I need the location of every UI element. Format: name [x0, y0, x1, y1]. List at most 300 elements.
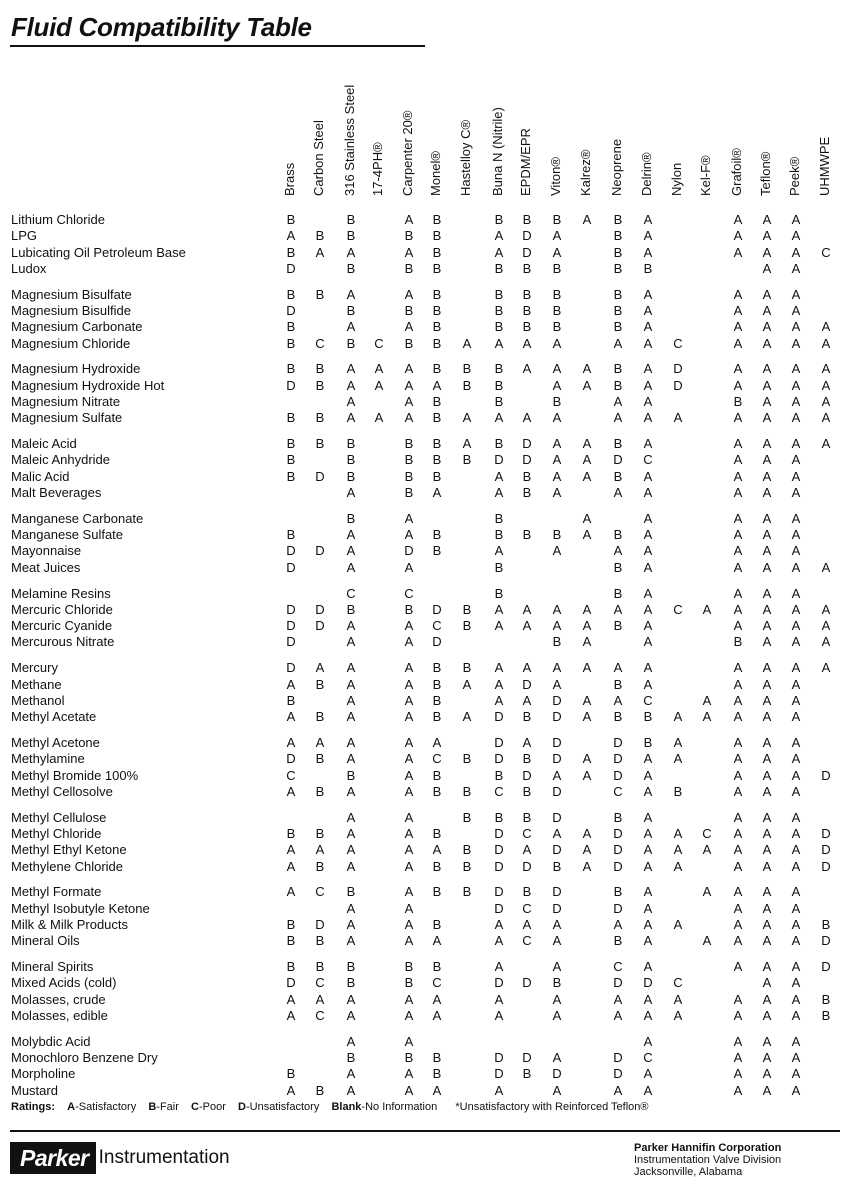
rating-cell: B: [613, 933, 623, 949]
fluid-name: Methyl Acetate: [11, 709, 97, 725]
rating-cell: A: [346, 377, 356, 393]
rating-cell: B: [315, 228, 325, 244]
rating-cell: D: [552, 1066, 562, 1082]
rating-cell: B: [432, 676, 442, 692]
rating-cell: A: [821, 634, 831, 650]
parker-logo: [10, 1142, 230, 1174]
rating-cell: A: [432, 1007, 442, 1023]
rating-cell: A: [762, 452, 772, 468]
rating-cell: C: [613, 959, 623, 974]
rating-cell: B: [432, 361, 442, 377]
rating-cell: D: [613, 767, 623, 783]
rating-cell: A: [522, 660, 532, 676]
rating-cell: A: [494, 618, 504, 634]
rating-cell: D: [613, 734, 623, 750]
rating-cell: D: [494, 975, 504, 991]
rating-cell: D: [494, 709, 504, 725]
rating-cell: A: [404, 361, 414, 377]
rating-cell: B: [522, 1066, 532, 1082]
company-info: [634, 1142, 781, 1178]
rating-cell: D: [821, 825, 831, 841]
rating-cell: A: [346, 543, 356, 559]
rating-cell: B: [432, 692, 442, 708]
rating-cell: A: [762, 394, 772, 409]
rating-cell: B: [552, 212, 562, 227]
rating-cell: A: [404, 842, 414, 858]
rating-cell: D: [552, 734, 562, 750]
rating-cell: A: [404, 751, 414, 767]
rating-cell: A: [404, 212, 414, 227]
rating-cell: A: [762, 991, 772, 1007]
rating-cell: A: [404, 734, 414, 750]
rating-cell: B: [432, 394, 442, 409]
rating-cell: B: [733, 394, 743, 409]
rating-cell: A: [762, 244, 772, 260]
rating-cell: B: [286, 452, 296, 468]
rating-cell: B: [494, 286, 504, 302]
rating-cell: A: [643, 916, 653, 932]
page-title: Fluid Compatibility Table: [11, 12, 312, 42]
rating-cell: A: [673, 825, 683, 841]
rating-cell: D: [613, 452, 623, 468]
rating-cell: B: [286, 244, 296, 260]
rating-cell: A: [404, 1066, 414, 1082]
rating-cell: B: [432, 410, 442, 426]
rating-cell: B: [821, 916, 831, 932]
rating-cell: A: [791, 452, 801, 468]
rating-cell: B: [315, 751, 325, 767]
rating-cell: A: [643, 244, 653, 260]
rating-cell: A: [346, 709, 356, 725]
column-header-label: Teflon®: [758, 151, 773, 196]
rating-cell: A: [762, 709, 772, 725]
rating-cell: B: [432, 452, 442, 468]
rating-cell: A: [404, 783, 414, 799]
rating-cell: A: [522, 842, 532, 858]
rating-cell: A: [494, 468, 504, 484]
rating-cell: A: [733, 377, 743, 393]
rating-cell: A: [346, 900, 356, 916]
rating-cell: A: [346, 734, 356, 750]
rating-cell: A: [643, 377, 653, 393]
fluid-name: Methylamine: [11, 751, 85, 767]
column-header-label: Carpenter 20®: [400, 110, 415, 196]
rating-cell: A: [702, 842, 712, 858]
rating-cell: A: [552, 660, 562, 676]
rating-cell: A: [762, 601, 772, 617]
rating-cell: A: [643, 634, 653, 650]
rating-cell: D: [522, 767, 532, 783]
rating-cell: A: [762, 260, 772, 276]
rating-cell: B: [346, 1050, 356, 1065]
rating-cell: B: [494, 394, 504, 409]
rating-cell: A: [643, 751, 653, 767]
rating-cell: B: [613, 884, 623, 900]
rating-cell: B: [613, 244, 623, 260]
rating-cell: A: [432, 933, 442, 949]
footer-rule: [10, 1130, 840, 1132]
rating-cell: B: [432, 244, 442, 260]
rating-cell: A: [404, 709, 414, 725]
rating-cell: B: [552, 975, 562, 991]
rating-cell: A: [791, 825, 801, 841]
rating-cell: A: [494, 1007, 504, 1023]
rating-cell: A: [791, 916, 801, 932]
rating-cell: A: [552, 452, 562, 468]
rating-cell: A: [791, 783, 801, 799]
rating-cell: A: [462, 676, 472, 692]
rating-cell: A: [643, 825, 653, 841]
rating-cell: A: [733, 900, 743, 916]
rating-cell: D: [673, 361, 683, 377]
rating-cell: B: [522, 809, 532, 825]
rating-cell: A: [821, 559, 831, 575]
fluid-name: Mercury: [11, 660, 58, 676]
rating-cell: A: [404, 319, 414, 335]
rating-cell: A: [643, 676, 653, 692]
rating-cell: A: [762, 916, 772, 932]
fluid-name: Methyl Isobutyle Ketone: [11, 900, 150, 916]
ratings-legend: [11, 1101, 649, 1113]
rating-cell: B: [286, 527, 296, 543]
rating-cell: A: [522, 335, 532, 351]
rating-cell: A: [346, 319, 356, 335]
fluid-name: Lithium Chloride: [11, 212, 105, 227]
rating-cell: D: [404, 543, 414, 559]
rating-cell: A: [791, 634, 801, 650]
rating-cell: A: [582, 361, 592, 377]
company-division: Instrumentation Valve Division: [634, 1154, 782, 1166]
rating-cell: A: [404, 933, 414, 949]
rating-cell: A: [286, 783, 296, 799]
rating-cell: A: [552, 767, 562, 783]
rating-cell: A: [582, 436, 592, 452]
rating-cell: A: [791, 319, 801, 335]
rating-cell: A: [552, 436, 562, 452]
rating-cell: A: [643, 858, 653, 874]
rating-cell: D: [494, 858, 504, 874]
rating-cell: A: [374, 377, 384, 393]
rating-cell: A: [733, 858, 743, 874]
rating-cell: D: [613, 900, 623, 916]
rating-cell: B: [404, 260, 414, 276]
rating-cell: B: [432, 916, 442, 932]
rating-cell: A: [733, 767, 743, 783]
rating-cell: A: [552, 485, 562, 500]
rating-cell: D: [643, 975, 653, 991]
rating-cell: B: [286, 959, 296, 974]
rating-cell: A: [733, 1066, 743, 1082]
rating-cell: A: [791, 485, 801, 500]
rating-cell: B: [432, 1066, 442, 1082]
rating-cell: D: [494, 452, 504, 468]
rating-cell: C: [432, 751, 442, 767]
rating-cell: A: [522, 618, 532, 634]
fluid-name: Methyl Formate: [11, 884, 102, 900]
rating-cell: A: [673, 709, 683, 725]
column-header-label: Viton®: [548, 157, 563, 196]
fluid-name: Methyl Cellulose: [11, 809, 107, 825]
rating-cell: A: [791, 933, 801, 949]
rating-cell: A: [286, 709, 296, 725]
rating-cell: A: [733, 660, 743, 676]
rating-cell: A: [552, 244, 562, 260]
rating-cell: A: [432, 734, 442, 750]
rating-cell: D: [494, 1066, 504, 1082]
rating-cell: B: [432, 228, 442, 244]
rating-cell: B: [432, 527, 442, 543]
rating-cell: B: [494, 303, 504, 318]
rating-cell: C: [673, 335, 683, 351]
rating-cell: B: [643, 734, 653, 750]
rating-cell: B: [673, 783, 683, 799]
rating-cell: A: [821, 319, 831, 335]
rating-cell: D: [821, 933, 831, 949]
rating-cell: A: [582, 212, 592, 227]
rating-cell: A: [404, 884, 414, 900]
rating-cell: B: [432, 319, 442, 335]
rating-cell: A: [494, 410, 504, 426]
rating-cell: D: [552, 842, 562, 858]
rating-cell: A: [613, 660, 623, 676]
rating-cell: B: [613, 319, 623, 335]
rating-cell: D: [821, 767, 831, 783]
rating-cell: D: [494, 734, 504, 750]
rating-cell: A: [762, 436, 772, 452]
rating-cell: A: [762, 585, 772, 601]
rating-cell: B: [462, 884, 472, 900]
rating-cell: A: [404, 244, 414, 260]
rating-cell: A: [733, 510, 743, 526]
rating-cell: A: [791, 1082, 801, 1098]
rating-cell: B: [494, 767, 504, 783]
rating-cell: B: [286, 410, 296, 426]
rating-cell: D: [494, 1050, 504, 1065]
rating-cell: A: [762, 825, 772, 841]
fluid-name: Molasses, crude: [11, 991, 106, 1007]
rating-cell: B: [286, 319, 296, 335]
rating-cell: A: [733, 842, 743, 858]
rating-cell: A: [552, 601, 562, 617]
rating-cell: A: [791, 468, 801, 484]
column-header-label: Grafoil®: [729, 148, 744, 196]
rating-cell: A: [791, 767, 801, 783]
fluid-name: Lubicating Oil Petroleum Base: [11, 244, 186, 260]
rating-cell: B: [462, 660, 472, 676]
column-header-label: Delrin®: [639, 152, 654, 196]
rating-cell: A: [494, 676, 504, 692]
rating-cell: A: [791, 676, 801, 692]
rating-cell: A: [552, 335, 562, 351]
rating-cell: A: [552, 377, 562, 393]
rating-cell: A: [762, 734, 772, 750]
rating-cell: A: [346, 244, 356, 260]
rating-cell: A: [613, 1007, 623, 1023]
rating-cell: D: [552, 751, 562, 767]
rating-cell: A: [582, 660, 592, 676]
rating-cell: A: [286, 1082, 296, 1098]
rating-cell: B: [404, 436, 414, 452]
rating-cell: C: [673, 601, 683, 617]
rating-cell: A: [346, 559, 356, 575]
rating-cell: A: [643, 1082, 653, 1098]
rating-cell: D: [494, 842, 504, 858]
rating-cell: D: [673, 377, 683, 393]
rating-cell: B: [432, 436, 442, 452]
rating-cell: B: [494, 527, 504, 543]
rating-cell: A: [404, 527, 414, 543]
rating-cell: A: [346, 676, 356, 692]
rating-cell: D: [286, 377, 296, 393]
rating-cell: B: [552, 260, 562, 276]
rating-cell: A: [762, 543, 772, 559]
rating-cell: B: [462, 618, 472, 634]
rating-cell: A: [673, 916, 683, 932]
rating-cell: A: [733, 734, 743, 750]
column-header-label: Peek®: [787, 156, 802, 196]
rating-cell: A: [673, 751, 683, 767]
rating-cell: B: [613, 809, 623, 825]
rating-cell: A: [582, 527, 592, 543]
rating-cell: B: [494, 510, 504, 526]
rating-cell: B: [613, 468, 623, 484]
rating-cell: A: [346, 1033, 356, 1049]
rating-cell: A: [762, 1050, 772, 1065]
rating-cell: A: [522, 410, 532, 426]
rating-cell: B: [315, 286, 325, 302]
rating-cell: D: [494, 825, 504, 841]
legend-d-key: D: [238, 1101, 246, 1113]
rating-cell: B: [315, 1082, 325, 1098]
rating-cell: A: [733, 335, 743, 351]
rating-cell: D: [494, 884, 504, 900]
rating-cell: A: [821, 660, 831, 676]
rating-cell: A: [494, 916, 504, 932]
rating-cell: A: [762, 809, 772, 825]
rating-cell: A: [286, 676, 296, 692]
rating-cell: B: [432, 1050, 442, 1065]
rating-cell: A: [552, 543, 562, 559]
rating-cell: A: [791, 1050, 801, 1065]
rating-cell: D: [522, 676, 532, 692]
rating-cell: A: [404, 618, 414, 634]
rating-cell: B: [613, 559, 623, 575]
rating-cell: B: [404, 228, 414, 244]
rating-cell: A: [821, 410, 831, 426]
rating-cell: B: [346, 959, 356, 974]
rating-cell: A: [643, 228, 653, 244]
rating-cell: A: [613, 601, 623, 617]
rating-cell: A: [643, 286, 653, 302]
rating-cell: A: [552, 933, 562, 949]
rating-cell: C: [374, 335, 384, 351]
rating-cell: A: [762, 884, 772, 900]
rating-cell: A: [315, 991, 325, 1007]
rating-cell: A: [552, 468, 562, 484]
rating-cell: A: [346, 842, 356, 858]
rating-cell: A: [522, 916, 532, 932]
rating-cell: A: [404, 825, 414, 841]
rating-cell: A: [404, 286, 414, 302]
rating-cell: A: [791, 991, 801, 1007]
rating-cell: A: [346, 991, 356, 1007]
rating-cell: C: [643, 1050, 653, 1065]
rating-cell: A: [613, 335, 623, 351]
rating-cell: B: [552, 286, 562, 302]
rating-cell: B: [286, 436, 296, 452]
rating-cell: A: [733, 468, 743, 484]
rating-cell: B: [613, 436, 623, 452]
rating-cell: A: [346, 692, 356, 708]
rating-cell: B: [346, 452, 356, 468]
rating-cell: A: [643, 319, 653, 335]
fluid-name: Methylene Chloride: [11, 858, 124, 874]
rating-cell: A: [643, 394, 653, 409]
rating-cell: A: [762, 900, 772, 916]
rating-cell: B: [315, 410, 325, 426]
rating-cell: C: [315, 975, 325, 991]
rating-cell: A: [315, 660, 325, 676]
rating-cell: A: [613, 991, 623, 1007]
rating-cell: A: [286, 1007, 296, 1023]
rating-cell: C: [643, 452, 653, 468]
rating-cell: A: [733, 585, 743, 601]
rating-cell: A: [522, 601, 532, 617]
rating-cell: A: [404, 991, 414, 1007]
rating-cell: A: [643, 335, 653, 351]
rating-cell: A: [582, 692, 592, 708]
rating-cell: A: [733, 751, 743, 767]
rating-cell: A: [791, 244, 801, 260]
rating-cell: A: [821, 618, 831, 634]
rating-cell: D: [552, 709, 562, 725]
rating-cell: C: [315, 335, 325, 351]
rating-cell: B: [286, 468, 296, 484]
rating-cell: B: [432, 660, 442, 676]
rating-cell: A: [552, 825, 562, 841]
rating-cell: B: [613, 212, 623, 227]
rating-cell: C: [643, 692, 653, 708]
rating-cell: A: [522, 692, 532, 708]
rating-cell: A: [643, 783, 653, 799]
rating-cell: A: [462, 436, 472, 452]
rating-cell: D: [552, 809, 562, 825]
rating-cell: A: [762, 527, 772, 543]
rating-cell: A: [404, 410, 414, 426]
rating-cell: A: [791, 692, 801, 708]
rating-cell: B: [404, 601, 414, 617]
rating-cell: A: [315, 244, 325, 260]
rating-cell: A: [673, 734, 683, 750]
fluid-name: Methyl Chloride: [11, 825, 102, 841]
fluid-name: Methyl Cellosolve: [11, 783, 113, 799]
rating-cell: A: [643, 809, 653, 825]
rating-cell: A: [791, 361, 801, 377]
rating-cell: A: [791, 303, 801, 318]
rating-cell: B: [286, 916, 296, 932]
rating-cell: A: [762, 286, 772, 302]
rating-cell: A: [791, 394, 801, 409]
rating-cell: A: [404, 660, 414, 676]
rating-cell: A: [762, 676, 772, 692]
rating-cell: A: [462, 335, 472, 351]
rating-cell: B: [494, 361, 504, 377]
rating-cell: A: [791, 601, 801, 617]
rating-cell: A: [643, 884, 653, 900]
rating-cell: A: [643, 543, 653, 559]
rating-cell: B: [522, 783, 532, 799]
rating-cell: A: [404, 559, 414, 575]
